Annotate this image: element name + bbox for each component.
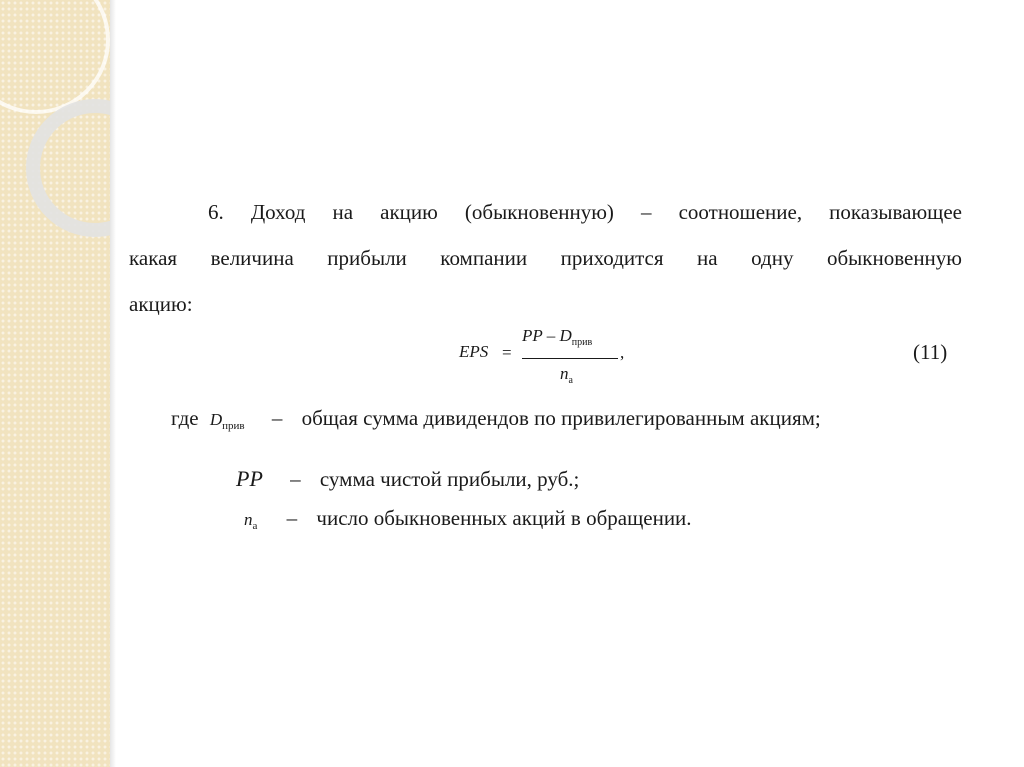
- n-subscript: а: [252, 520, 258, 532]
- pp-text: сумма чистой прибыли, руб.;: [319, 467, 580, 491]
- where-word: где: [171, 406, 199, 430]
- definition-n: [244, 506, 692, 531]
- paragraph-line-2: какая величина прибыли компании приходится на одну обыкновенную: [129, 246, 962, 270]
- paragraph-line-3: акцию:: [129, 292, 193, 316]
- numerator-minus: –: [546, 326, 556, 345]
- fraction-bar: [522, 358, 618, 359]
- definition-d: [171, 406, 821, 431]
- n-dash: –: [286, 506, 298, 530]
- denominator-subscript: а: [568, 375, 573, 386]
- intro-paragraph: [129, 189, 962, 327]
- d-subscript: прив: [222, 420, 245, 432]
- pp-dash: –: [290, 467, 301, 491]
- d-dash: –: [271, 406, 283, 430]
- denominator-n: n: [560, 364, 569, 383]
- formula-equals: =: [502, 343, 512, 362]
- numerator-pp: PP: [522, 326, 543, 345]
- formula-denominator: [560, 364, 573, 384]
- n-text: число обыкновенных акций в обращении.: [316, 506, 692, 530]
- pp-symbol: PP: [236, 466, 263, 491]
- formula-number: (11): [913, 340, 948, 364]
- d-text: общая сумма дивидендов по привилегированным акциям;: [301, 406, 821, 430]
- formula-numerator: [522, 326, 592, 346]
- formula-comma: ,: [620, 343, 625, 362]
- n-symbol: n: [244, 510, 253, 529]
- formula-lhs: EPS: [459, 342, 489, 361]
- d-symbol: D: [209, 410, 223, 429]
- numerator-d: D: [559, 326, 572, 345]
- numerator-d-subscript: прив: [571, 337, 593, 348]
- paragraph-line-1: 6. Доход на акцию (обыкновенную) – соотношение, показывающее: [208, 200, 962, 224]
- definition-pp: [236, 466, 579, 492]
